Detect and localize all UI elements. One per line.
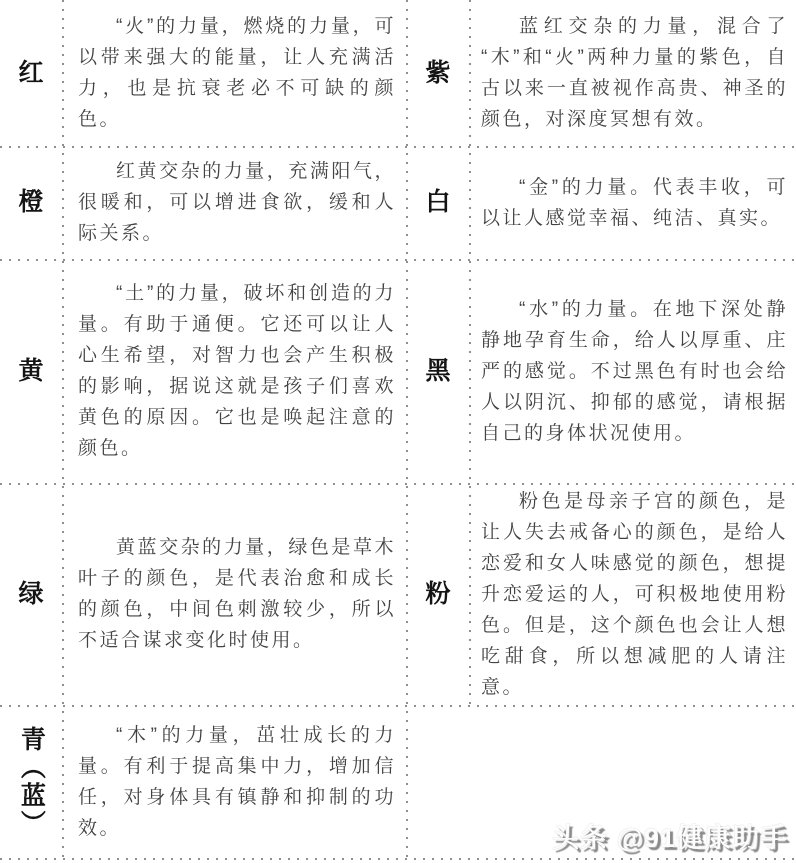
color-label-purple: [408, 0, 468, 146]
color-label-red-text: 红: [18, 58, 44, 87]
color-description-purple-text: 蓝红交杂的力量，混合了“木”和“火”两种力量的紫色，自古以来一直被视作高贵、神圣的颜色，对深度冥想有效。: [481, 16, 788, 130]
color-description-red-text: “火”的力量，燃烧的力量，可以带来强大的能量，让人充满活力，也是抗衰老必不可缺的颜色。: [78, 16, 396, 130]
color-label-white-text: 白: [425, 188, 451, 217]
color-description-purple: [471, 0, 796, 146]
color-label-orange: [0, 146, 62, 259]
color-description-orange: [64, 146, 404, 259]
color-description-green-text: 黄蓝交杂的力量，绿色是草木叶子的颜色，是代表治愈和成长的颜色，中间色刺激较少，所以不适合谋求变化时使用。: [78, 537, 396, 651]
color-description-red: [64, 0, 404, 146]
color-description-orange-text: 红黄交杂的力量，充满阳气，很暖和，可以增进食欲，缓和人际关系。: [78, 161, 396, 244]
color-label-purple-text: 紫: [425, 58, 451, 87]
color-label-yellow-text: 黄: [18, 356, 44, 385]
horizontal-divider-bottom: [0, 858, 796, 860]
color-label-pink-text: 粉: [425, 579, 451, 608]
color-label-pink: [408, 483, 468, 705]
color-label-black-text: 黑: [425, 356, 451, 385]
color-description-pink: [471, 483, 796, 705]
color-description-cyan-blue-text: “木”的力量，茁壮成长的力量。有利于提高集中力，增加信任，对身体具有镇静和抑制的功效。: [78, 724, 396, 839]
color-label-yellow: [0, 259, 62, 483]
color-description-black-text: “水”的力量。在地下深处静静地孕育生命，给人以厚重、庄严的感觉。不过黑色有时也会给人以阴沉、抑郁的感觉，请根据自己的身体状况使用。: [481, 298, 788, 444]
color-label-green-text: 绿: [18, 579, 44, 608]
color-description-cyan-blue: [64, 705, 404, 858]
color-label-orange-text: 橙: [18, 188, 44, 217]
color-description-white: [471, 146, 796, 259]
color-description-yellow-text: “土”的力量，破坏和创造的力量。有助于通便。它还可以让人心生希望，对智力也会产生积极的影响，据说这就是孩子们喜欢黄色的原因。它也是唤起注意的颜色。: [78, 283, 396, 459]
color-description-white-text: “金”的力量。代表丰收，可以让人感觉幸福、纯洁、真实。: [481, 176, 788, 229]
color-label-white: [408, 146, 468, 259]
color-label-cyan-blue-text: 青（蓝）: [17, 725, 46, 838]
color-description-green: [64, 483, 404, 705]
color-label-cyan-blue: [0, 705, 62, 858]
color-description-yellow: [64, 259, 404, 483]
color-description-pink-text: 粉色是母亲子宫的颜色，是让人失去戒备心的颜色，是给人恋爱和女人味感觉的颜色，想提升恋爱运的人，可积极地使用粉色。但是，这个颜色也会让人想吃甜食，所以想减肥的人请注意。: [481, 490, 788, 698]
color-label-black: [408, 259, 468, 483]
color-description-black: [471, 259, 796, 483]
toutiao-watermark: 头条 @91健康助手: [552, 823, 788, 853]
color-label-green: [0, 483, 62, 705]
color-label-red: [0, 0, 62, 146]
